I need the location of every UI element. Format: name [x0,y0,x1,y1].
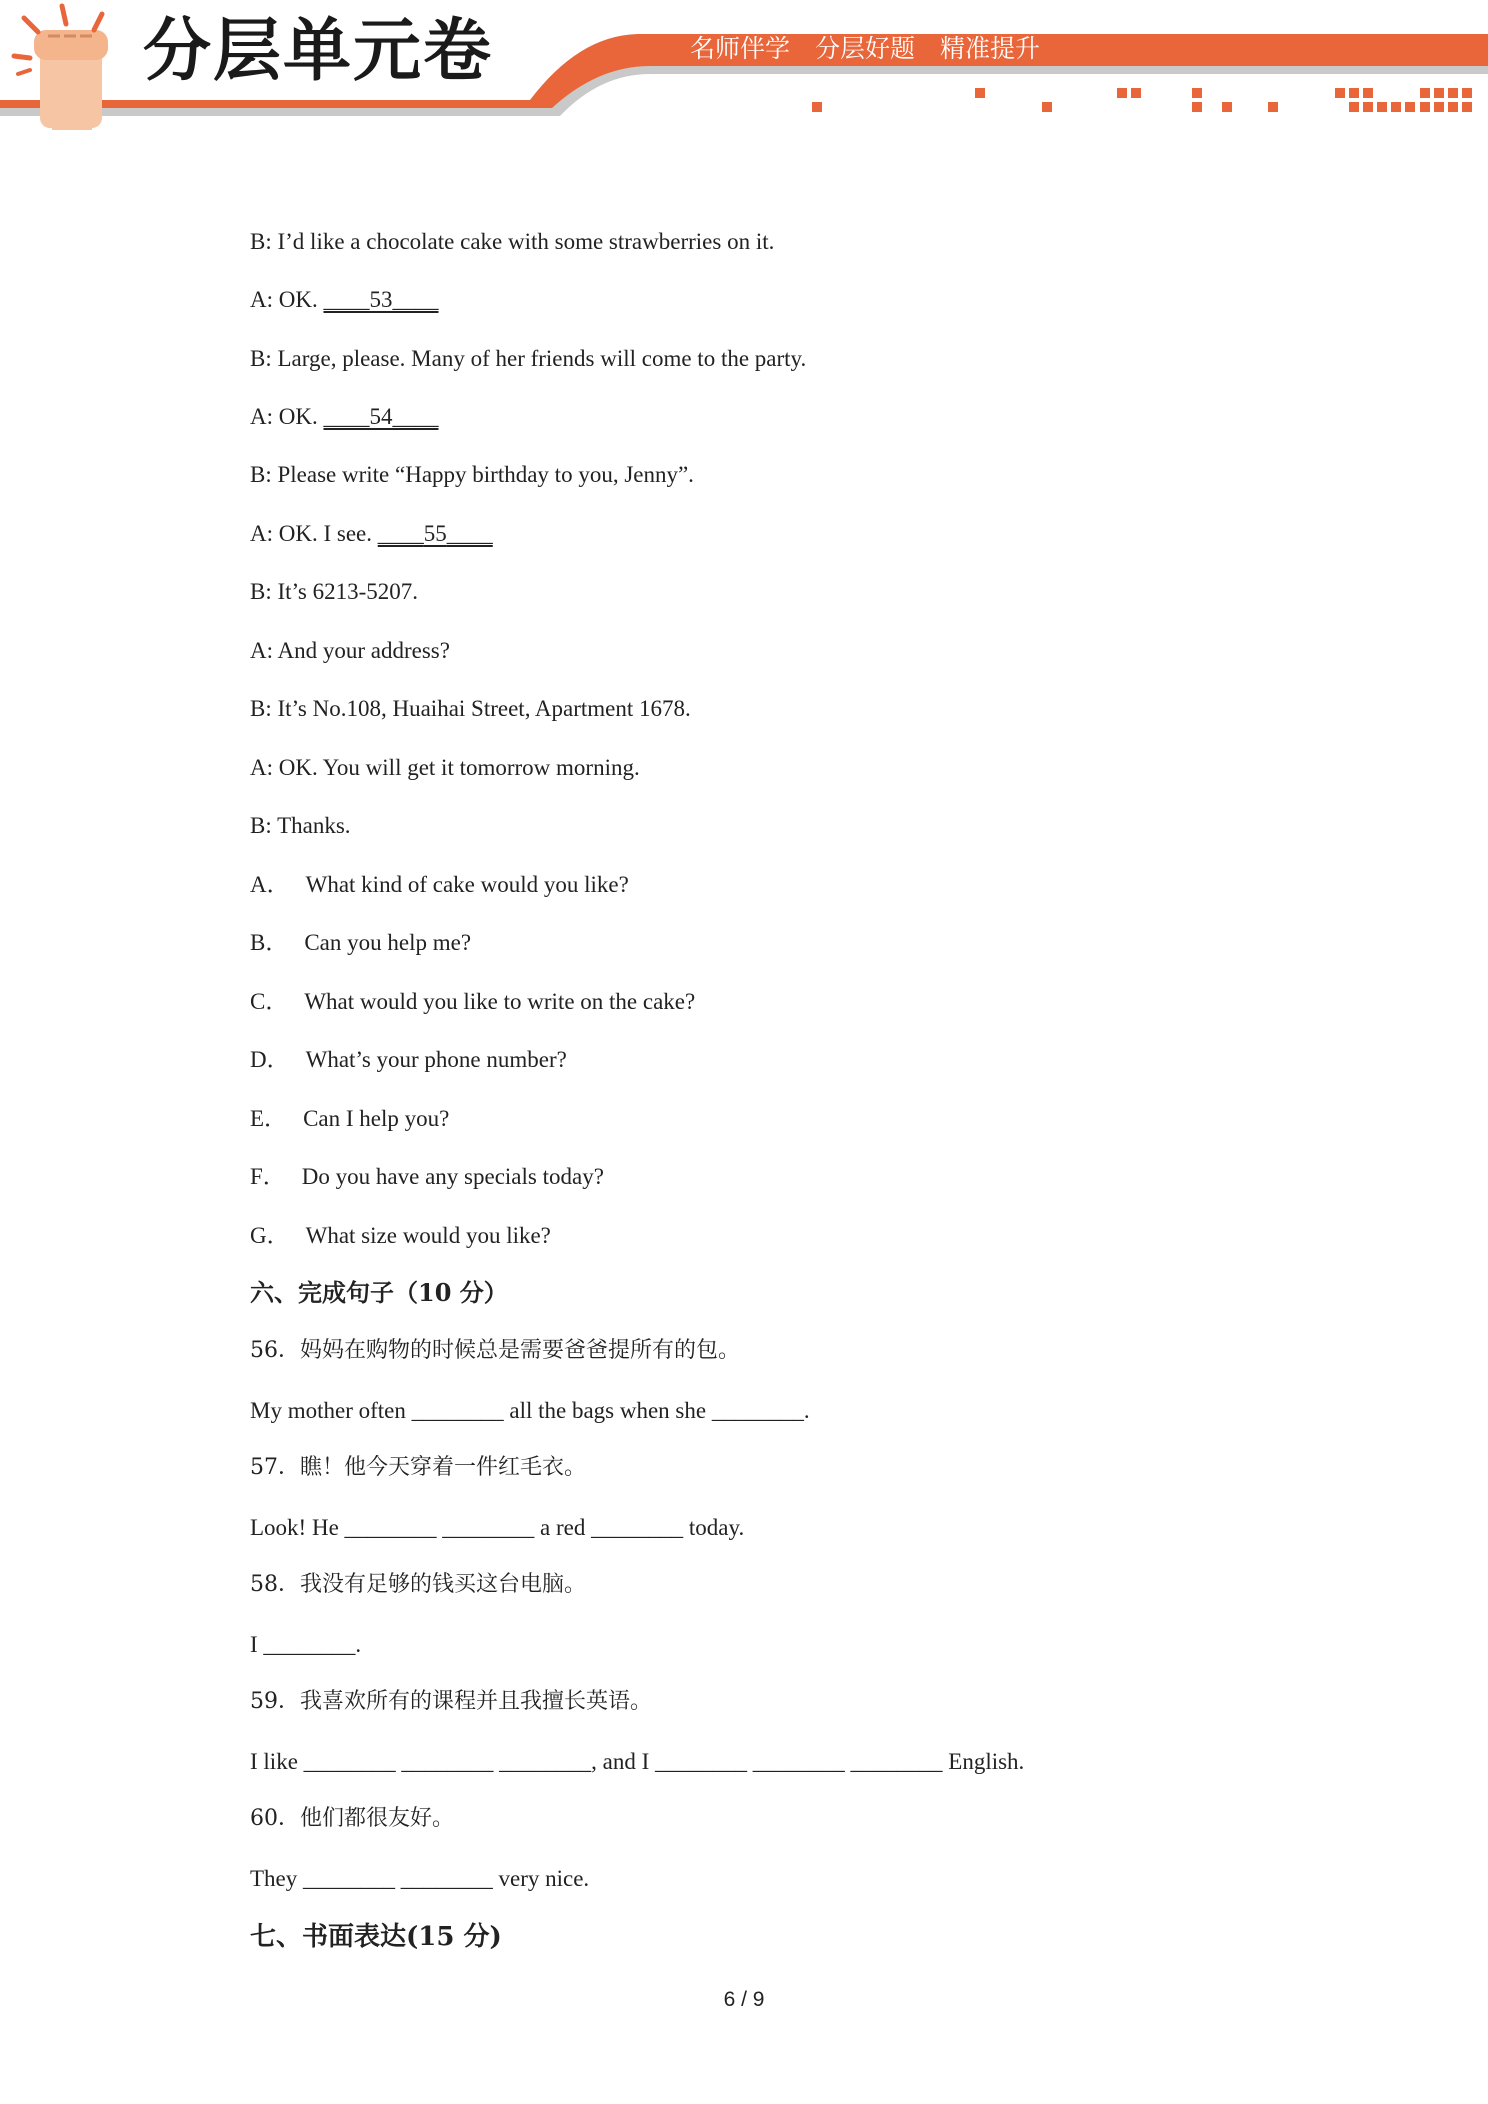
answer-blank-55[interactable]: ____55____ [377,521,493,546]
dialogue-line: B: It’s 6213-5207. [250,579,419,604]
option-d[interactable]: D． What’s your phone number? [250,1047,567,1072]
dialogue-line: B: Please write “Happy birthday to you, Jenny”. [250,462,694,487]
answer-blank-53[interactable]: ____53____ [323,287,439,312]
option-e[interactable]: E． Can I help you? [250,1106,450,1131]
brand-title: 分层单元卷 [143,12,494,91]
dialogue-line: B: Thanks. [250,813,351,838]
option-b[interactable]: B． Can you help me? [250,930,472,955]
option-c[interactable]: C． What would you like to write on the cake? [250,989,696,1014]
question-60-chinese: 60．他们都很友好。 [250,1806,455,1831]
slogan-3: 精准提升 [940,34,1041,63]
question-56-answer[interactable]: My mother often ________ all the bags when she ________. [250,1398,810,1423]
dialogue-line: A: OK. ____53____ [250,287,439,312]
question-58-chinese: 58．我没有足够的钱买这台电脑。 [250,1572,587,1597]
question-59-answer[interactable]: I like ________ ________ ________, and I ________ ________ ________ English. [250,1749,1025,1774]
dialogue-line: A: OK. I see. ____55____ [250,521,493,546]
section-7-title: 七、书面表达(15 分) [250,1922,502,1952]
question-58-answer[interactable]: I ________. [250,1632,362,1657]
header-slogans [690,36,1065,61]
dialogue-line: A: And your address? [250,638,450,663]
dialogue-line: B: I’d like a chocolate cake with some strawberries on it. [250,229,775,254]
section-6-title: 六、完成句子（10 分） [250,1278,508,1307]
dialogue-line: A: OK. ____54____ [250,404,439,429]
page-number: 6 / 9 [723,1988,765,2011]
option-f[interactable]: F． Do you have any specials today? [250,1164,604,1189]
answer-blank-54[interactable]: ____54____ [323,404,439,429]
dialogue-line: B: Large, please. Many of her friends will come to the party. [250,346,807,371]
question-60-answer[interactable]: They ________ ________ very nice. [250,1866,590,1891]
question-57-answer[interactable]: Look! He ________ ________ a red ________ today. [250,1515,745,1540]
slogan-1: 名师伴学 [690,34,791,63]
question-56-chinese: 56．妈妈在购物的时候总是需要爸爸提所有的包。 [250,1338,741,1363]
dialogue-line: A: OK. You will get it tomorrow morning. [250,755,640,780]
page-header [0,0,1488,140]
option-a[interactable]: A． What kind of cake would you like? [250,872,629,897]
dialogue-line: B: It’s No.108, Huaihai Street, Apartment 1678. [250,696,691,721]
slogan-2: 分层好题 [815,34,916,63]
header-dots [812,88,1472,112]
question-59-chinese: 59．我喜欢所有的课程并且我擅长英语。 [250,1689,653,1714]
question-57-chinese: 57．瞧！他今天穿着一件红毛衣。 [250,1455,587,1480]
option-g[interactable]: G． What size would you like? [250,1223,551,1248]
